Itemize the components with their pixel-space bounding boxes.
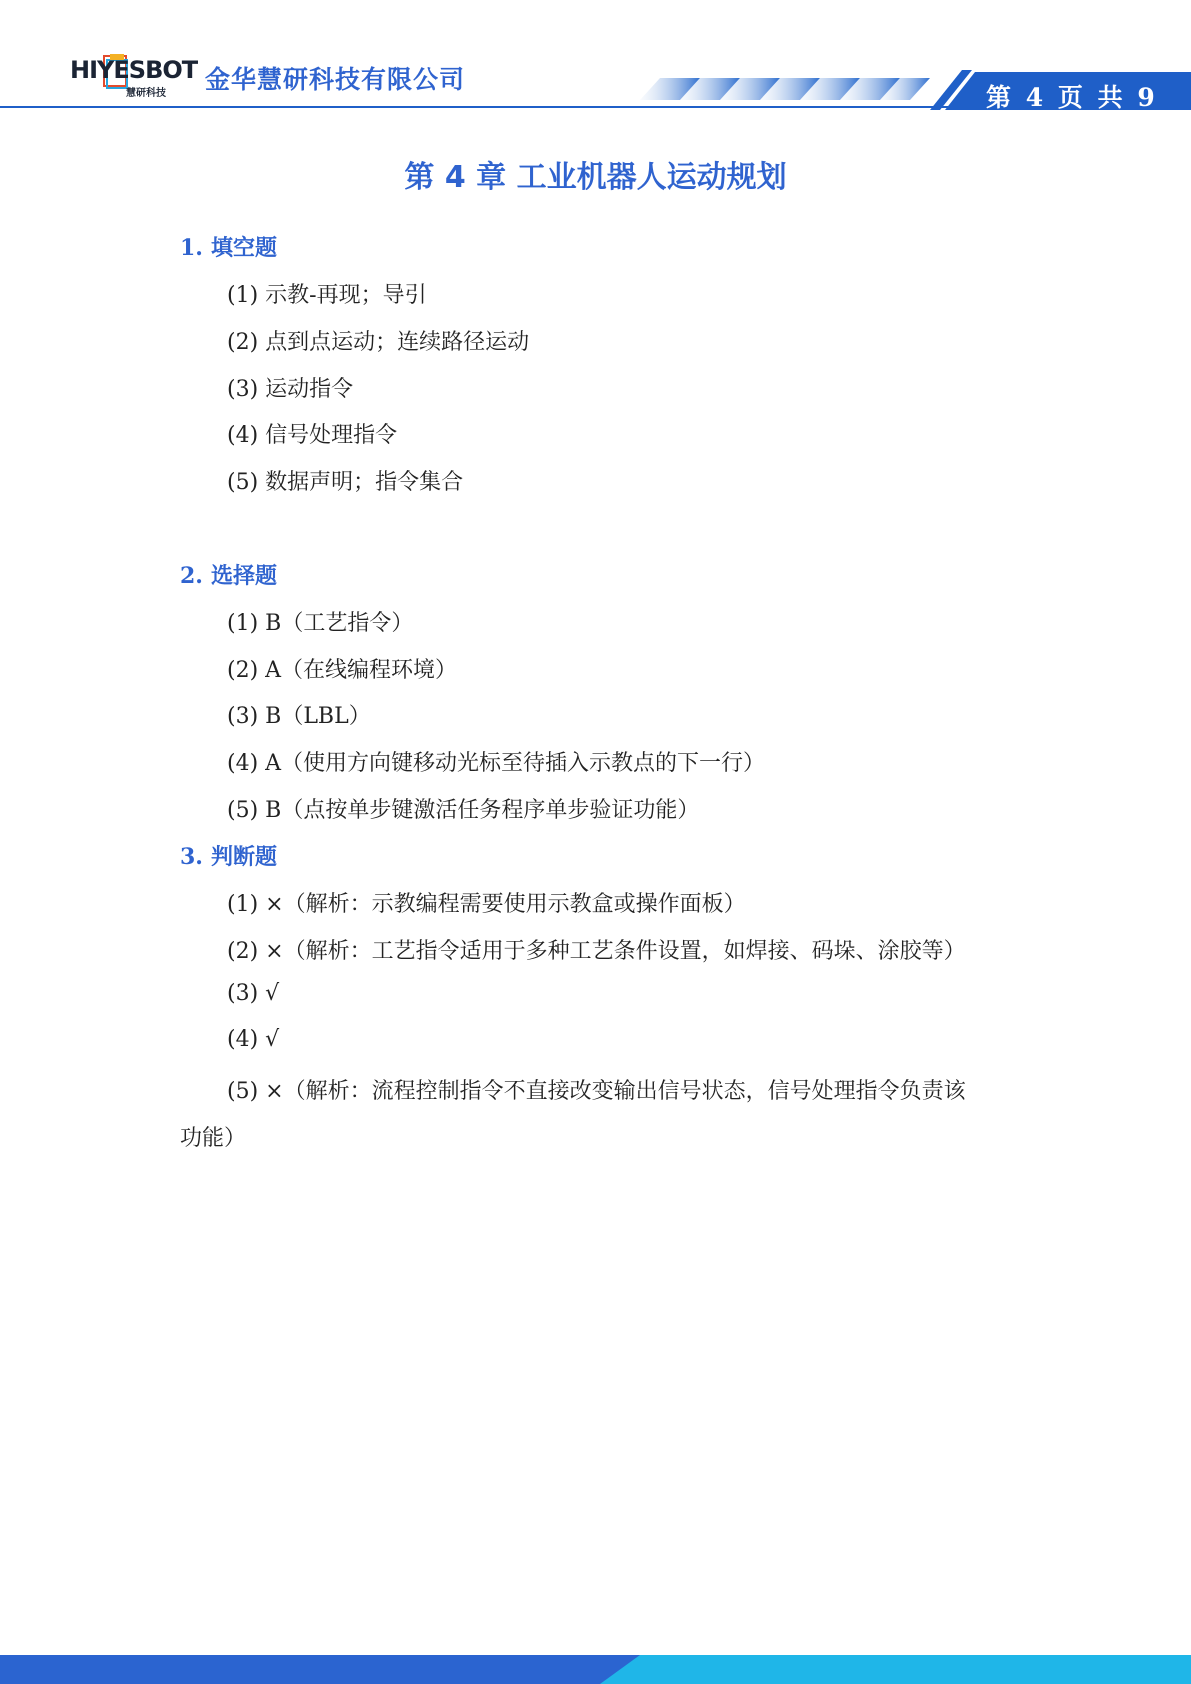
answer-item-continuation: 功能） (180, 1126, 247, 1151)
answer-item: (5) B（点按单步键激活任务程序单步验证功能） (227, 798, 700, 823)
logo-subtext: 慧研科技 (126, 88, 166, 99)
page-indicator-part: 页 (1057, 83, 1086, 112)
section-number: 3. (180, 844, 203, 870)
page-indicator (986, 78, 1186, 148)
answer-item: (5) ×（解析：流程控制指令不直接改变输出信号状态，信号处理指令负责该 (227, 1079, 966, 1104)
answer-item: (5) 数据声明；指令集合 (227, 470, 464, 495)
section-title (180, 231, 277, 262)
page-indicator-part: 9 (1137, 83, 1158, 112)
section-label: 选择题 (210, 564, 277, 589)
page-indicator-part: 4 (1025, 83, 1047, 112)
answer-item: (2) ×（解析：工艺指令适用于多种工艺条件设置，如焊接、码垛、涂胶等） (227, 939, 966, 964)
answer-item: (4) A（使用方向键移动光标至待插入示教点的下一行） (227, 751, 766, 776)
section-number: 2. (180, 563, 203, 589)
answer-item: (3) 运动指令 (227, 377, 354, 402)
answer-item: (2) A（在线编程环境） (227, 658, 458, 683)
answer-item: (4) 信号处理指令 (227, 423, 398, 448)
page-indicator-part: 第 (986, 83, 1015, 112)
page-header (0, 0, 1191, 148)
chapter-title: 第 4 章 工业机器人运动规划 (404, 160, 787, 195)
answer-item: (1) 示教-再现；导引 (227, 283, 427, 308)
section-label: 填空题 (210, 236, 277, 261)
answer-item: (1) ×（解析：示教编程需要使用示教盒或操作面板） (227, 892, 746, 917)
section-label: 判断题 (210, 845, 277, 870)
answer-item: (3) √ (227, 981, 280, 1006)
footer-bar (0, 1655, 1191, 1684)
answer-item: (1) B（工艺指令） (227, 611, 414, 636)
section-title (180, 559, 277, 590)
answer-item: (4) √ (227, 1027, 280, 1052)
page-indicator-part: 共 (1097, 83, 1126, 112)
logo-text: HIYESBOT (70, 56, 198, 84)
page-indicator-part: 页 (986, 119, 1015, 148)
answer-item: (2) 点到点运动；连续路径运动 (227, 330, 530, 355)
answer-item: (3) B（LBL） (227, 704, 371, 729)
header-stripes (640, 78, 930, 100)
section-title (180, 840, 277, 871)
company-logo (68, 52, 198, 100)
company-name: 金华慧研科技有限公司 (205, 65, 466, 94)
section-number: 1. (180, 235, 203, 261)
